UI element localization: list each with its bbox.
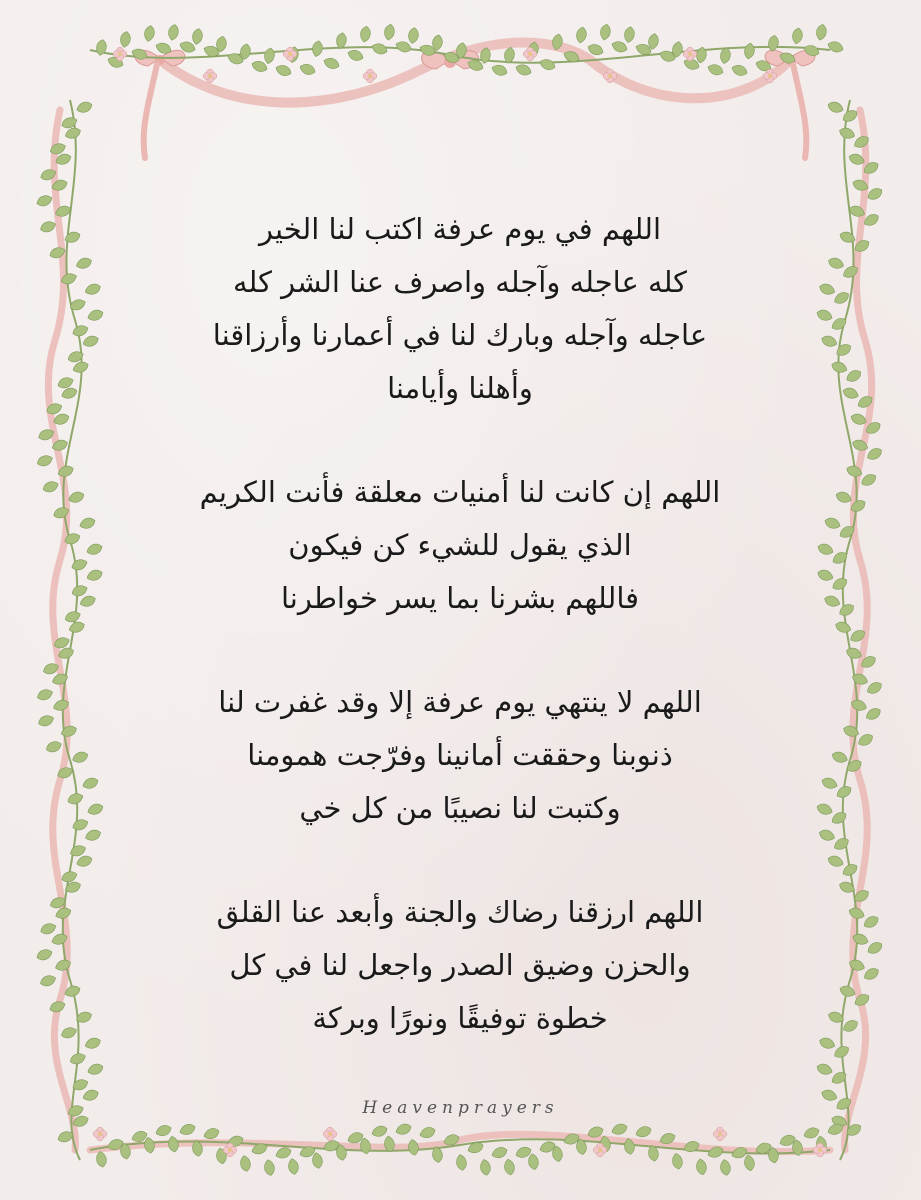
leaf-icon [866, 940, 885, 956]
leaf-icon [86, 802, 104, 817]
leaf-icon [178, 1122, 196, 1137]
leaf-icon [827, 256, 845, 271]
flower-icon [93, 1127, 107, 1141]
leaf-icon [706, 62, 724, 77]
leaf-icon [60, 1025, 78, 1040]
leaf-icon [41, 479, 59, 494]
leaf-icon [767, 35, 779, 52]
leaf-icon [830, 810, 849, 826]
leaf-icon [575, 26, 587, 43]
leaf-icon [39, 219, 57, 234]
leaf-icon [455, 1154, 467, 1171]
leaf-icon [818, 828, 836, 843]
leaf-icon [599, 23, 611, 40]
leaf-icon [826, 40, 844, 55]
leaf-icon [84, 282, 102, 297]
leaf-icon [671, 1153, 683, 1170]
leaf-icon [202, 1126, 220, 1141]
leaf-icon [63, 230, 81, 245]
leaf-icon [67, 490, 85, 505]
prayer-line: اللهم إن كانت لنا أمنيات معلقة فأنت الكريم [199, 475, 721, 509]
leaf-icon [514, 63, 532, 78]
leaf-icon [832, 836, 851, 852]
prayer-line: اللهم ارزقنا رضاك والجنة وأبعد عنا القلق [216, 895, 704, 929]
leaf-icon [823, 594, 841, 609]
leaf-icon [71, 323, 89, 338]
flower-icon [363, 69, 377, 83]
leaf-icon [86, 308, 104, 323]
leaf-icon [36, 453, 54, 468]
leaf-icon [119, 31, 131, 48]
leaf-icon [66, 791, 84, 806]
prayer-line: اللهم لا ينتهي يوم عرفة إلا وقد غفرت لنا [218, 685, 702, 719]
leaf-icon [820, 334, 838, 349]
leaf-icon [39, 973, 57, 988]
leaf-icon [842, 386, 860, 401]
prayer-line: عاجله وآجله وبارك لنا في أعمارنا وأرزاقنا [212, 318, 708, 352]
leaf-icon [85, 542, 103, 557]
leaf-icon [407, 1139, 419, 1156]
leaf-icon [862, 914, 881, 930]
leaf-icon [815, 24, 827, 41]
leaf-icon [527, 1153, 539, 1170]
leaf-icon [418, 1125, 436, 1140]
leaf-icon [239, 1155, 251, 1172]
leaf-icon [35, 947, 53, 962]
leaf-icon [818, 1036, 836, 1051]
leaf-icon [791, 27, 803, 44]
prayer-line: ذنوبنا وحققت أمانينا وفرّجت همومنا [247, 738, 673, 772]
leaf-icon [287, 1158, 299, 1175]
leaf-icon [383, 23, 395, 40]
leaf-icon [818, 282, 836, 297]
prayer-paragraph-4 [140, 886, 780, 1045]
prayer-paragraph-1 [140, 203, 780, 415]
leaf-icon [95, 1151, 107, 1168]
leaf-icon [71, 817, 89, 832]
prayer-line: فاللهم بشرنا بما يسر خواطرنا [280, 581, 640, 615]
leaf-icon [263, 47, 275, 64]
leaf-icon [490, 1145, 508, 1160]
leaf-icon [490, 63, 508, 78]
leaf-icon [69, 1051, 87, 1066]
prayer-line: وأهلنا وأيامنا [387, 371, 533, 405]
leaf-icon [394, 1122, 412, 1137]
leaf-icon [830, 576, 849, 592]
leaf-icon [79, 594, 97, 609]
leaf-icon [815, 1062, 833, 1077]
leaf-icon [730, 63, 748, 78]
leaf-icon [610, 39, 628, 54]
leaf-icon [359, 25, 371, 42]
flower-icon [323, 1127, 337, 1141]
leaf-icon [743, 42, 755, 59]
leaf-icon [298, 62, 316, 77]
leaf-icon [37, 713, 55, 728]
leaf-icon [695, 1158, 707, 1175]
leaf-icon [322, 56, 340, 71]
prayer-paragraph-2 [140, 466, 780, 625]
flower-icon [683, 47, 697, 61]
leaf-icon [856, 732, 875, 748]
leaf-icon [838, 230, 856, 245]
leaf-icon [274, 63, 292, 78]
leaf-icon [864, 706, 883, 722]
leaf-icon [81, 776, 99, 791]
leaf-icon [682, 1139, 700, 1154]
leaf-icon [865, 446, 884, 462]
leaf-icon [831, 750, 849, 765]
signature: Heavenprayers [362, 1098, 559, 1118]
prayer-line: كله عاجله وآجله واصرف عنا الشر كله [233, 265, 687, 299]
leaf-icon [394, 39, 412, 54]
leaf-icon [82, 334, 100, 349]
leaf-icon [823, 516, 841, 531]
leaf-icon [35, 193, 53, 208]
leaf-icon [71, 750, 89, 765]
prayer-line: اللهم في يوم عرفة اكتب لنا الخير [258, 212, 662, 246]
leaf-icon [143, 1137, 155, 1154]
leaf-icon [837, 602, 856, 618]
leaf-icon [838, 126, 856, 141]
flower-icon [203, 69, 217, 83]
leaf-icon [274, 1146, 292, 1161]
leaf-icon [75, 256, 93, 271]
leaf-icon [370, 1124, 388, 1139]
leaf-icon [85, 568, 103, 583]
leaf-icon [830, 360, 848, 375]
leaf-icon [859, 472, 878, 488]
leaf-icon [70, 583, 88, 598]
leaf-icon [84, 1036, 102, 1051]
leaf-icon [816, 542, 834, 557]
leaf-icon [834, 620, 852, 635]
leaf-icon [407, 27, 419, 44]
leaf-icon [263, 1159, 275, 1176]
leaf-icon [634, 1124, 652, 1139]
prayer-line: وكتبت لنا نصيبًا من كل خي [299, 791, 621, 825]
leaf-icon [84, 828, 102, 843]
leaf-icon [78, 516, 96, 531]
leaf-icon [191, 28, 203, 45]
leaf-icon [70, 557, 88, 572]
leaf-icon [841, 1018, 860, 1034]
leaf-icon [847, 906, 865, 921]
leaf-icon [815, 802, 833, 817]
leaf-icon [834, 490, 852, 505]
flower-icon [713, 1127, 727, 1141]
prayer-line: الذي يقول للشيء كن فيكون [288, 528, 632, 562]
leaf-icon [311, 1152, 323, 1169]
leaf-icon [36, 687, 54, 702]
leaf-icon [826, 854, 844, 869]
leaf-icon [719, 1159, 731, 1176]
leaf-icon [834, 342, 853, 358]
prayer-line: والحزن وضيق الصدر واجعل لنا في كل [229, 948, 691, 982]
leaf-icon [816, 568, 834, 583]
leaf-icon [538, 57, 556, 72]
leaf-icon [143, 25, 155, 42]
leaf-icon [865, 680, 884, 696]
leaf-icon [154, 1123, 172, 1138]
leaf-icon [75, 100, 93, 115]
leaf-icon [479, 1159, 491, 1176]
prayer-paragraph-3 [140, 676, 780, 835]
leaf-icon [167, 24, 179, 41]
leaf-icon [866, 186, 885, 202]
leaf-icon [311, 40, 323, 57]
leaf-icon [862, 966, 881, 982]
leaf-icon [815, 308, 833, 323]
leaf-icon [370, 41, 388, 56]
leaf-icon [832, 290, 851, 306]
leaf-icon [45, 739, 63, 754]
leaf-icon [48, 999, 66, 1014]
leaf-icon [503, 1158, 515, 1175]
leaf-icon [39, 921, 57, 936]
leaf-icon [86, 1062, 104, 1077]
prayer-line: خطوة توفيقًا ونورًا وبركة [312, 1001, 608, 1035]
leaf-icon [820, 776, 838, 791]
leaf-icon [743, 1154, 755, 1171]
leaf-icon [623, 26, 635, 43]
leaf-icon [346, 48, 364, 63]
leaf-icon [844, 368, 863, 384]
leaf-icon [167, 1135, 179, 1152]
leaf-icon [610, 1122, 628, 1137]
leaf-icon [826, 100, 844, 115]
